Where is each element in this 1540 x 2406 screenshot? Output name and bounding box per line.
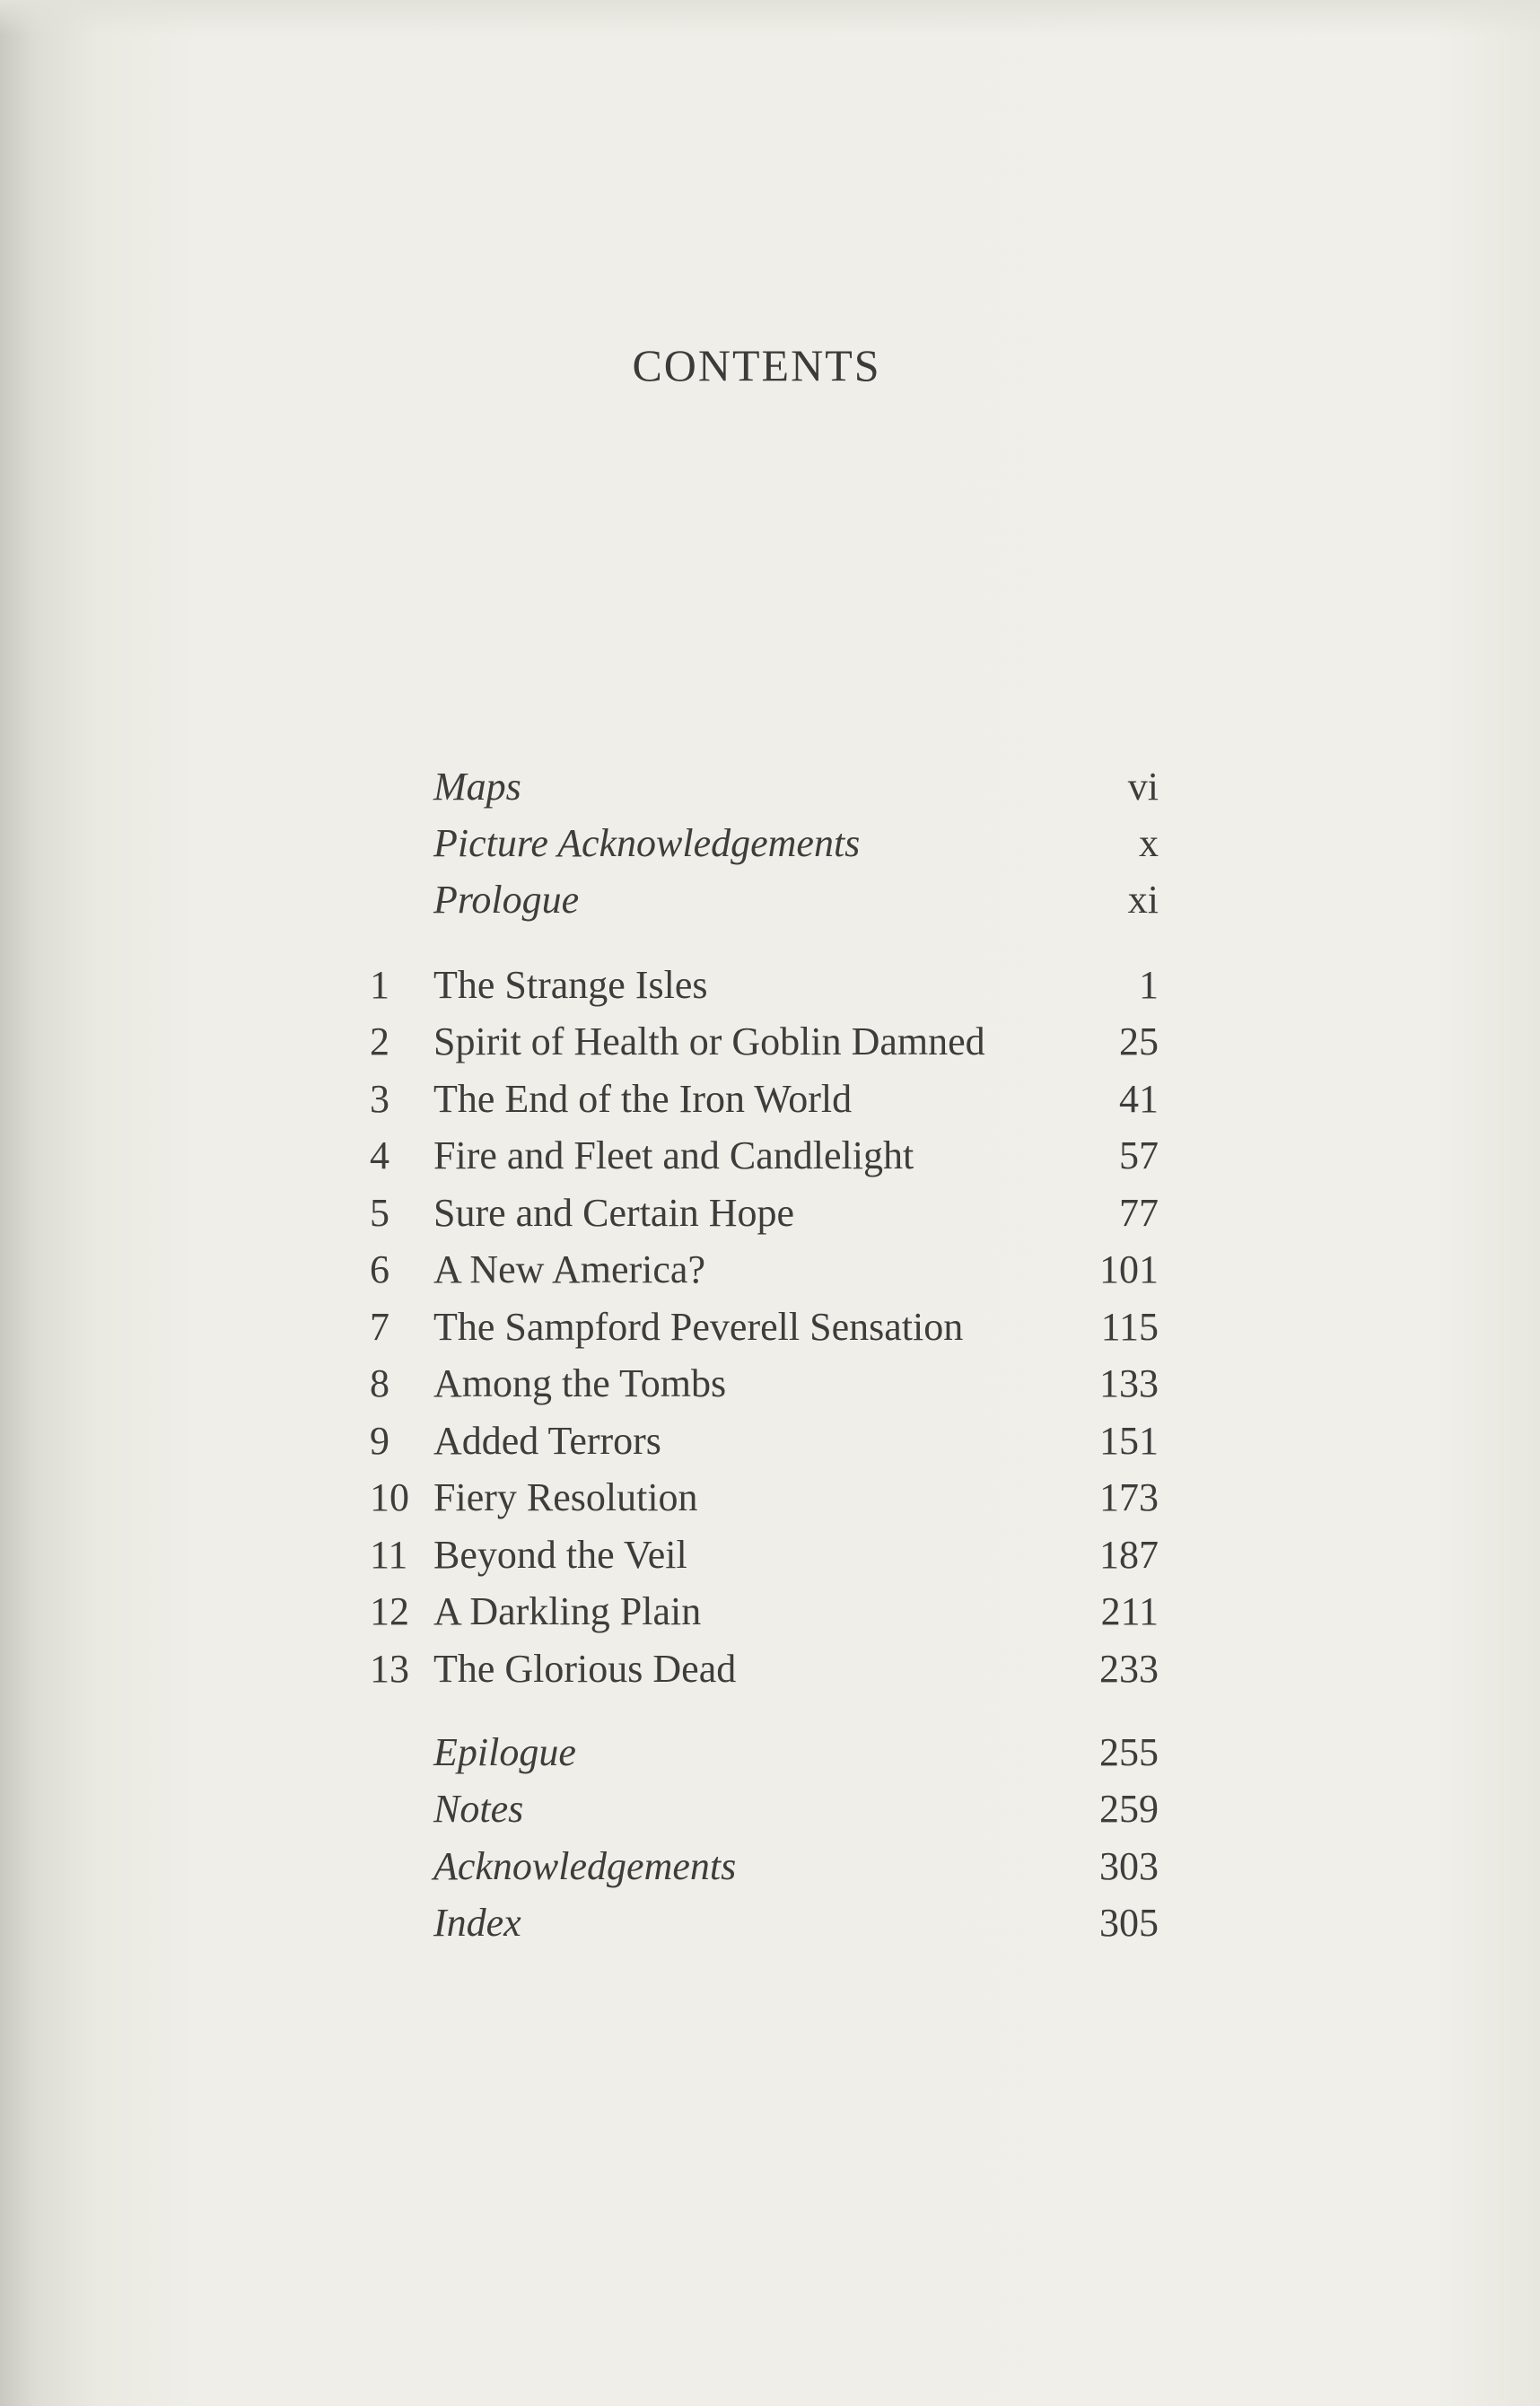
toc-entry-chapter-12 <box>359 1584 1167 1640</box>
chapter-number: 5 <box>370 1191 389 1235</box>
chapter-number: 11 <box>370 1533 408 1577</box>
entry-title: A Darkling Plain <box>433 1589 702 1633</box>
entry-page-number: x <box>1139 821 1159 865</box>
toc-entry-chapter-7 <box>359 1299 1167 1355</box>
chapter-number: 6 <box>370 1247 389 1291</box>
toc-entry-picture-acknowledgements <box>359 816 1167 871</box>
entry-page-number: 1 <box>1139 963 1159 1007</box>
entry-page-number: 57 <box>1119 1133 1159 1177</box>
entry-page-number: 77 <box>1119 1191 1159 1235</box>
entry-title: Acknowledgements <box>433 1844 737 1888</box>
entry-title: Notes <box>433 1787 524 1831</box>
toc-entry-index <box>359 1895 1167 1951</box>
toc-entry-chapter-10 <box>359 1470 1167 1526</box>
chapter-number: 12 <box>370 1589 409 1633</box>
entry-page-number: 255 <box>1099 1730 1159 1774</box>
entry-title: Among the Tombs <box>433 1361 727 1405</box>
chapter-number: 3 <box>370 1077 389 1121</box>
chapter-number: 7 <box>370 1305 389 1349</box>
entry-title: Spirit of Health or Goblin Damned <box>433 1019 985 1063</box>
page-title: CONTENTS <box>632 340 881 390</box>
toc-entry-chapter-4 <box>359 1128 1167 1184</box>
entry-title: Beyond the Veil <box>433 1533 687 1577</box>
entry-page-number: 151 <box>1099 1419 1159 1463</box>
entry-page-number: 101 <box>1099 1247 1159 1291</box>
toc-entry-chapter-11 <box>359 1527 1167 1583</box>
entry-title: Sure and Certain Hope <box>433 1191 794 1235</box>
toc-entry-notes <box>359 1781 1167 1837</box>
chapter-number: 10 <box>370 1475 409 1519</box>
toc-entry-chapter-3 <box>359 1072 1167 1127</box>
entry-page-number: 115 <box>1100 1305 1159 1349</box>
entry-page-number: 233 <box>1099 1647 1159 1691</box>
entry-title: Added Terrors <box>433 1419 661 1463</box>
entry-page-number: 305 <box>1099 1901 1159 1945</box>
entry-page-number: vi <box>1127 765 1159 809</box>
entry-page-number: 211 <box>1100 1589 1159 1633</box>
toc-entry-chapter-8 <box>359 1356 1167 1412</box>
entry-title: The Strange Isles <box>433 963 708 1007</box>
entry-page-number: 25 <box>1119 1019 1159 1063</box>
entry-page-number: 133 <box>1099 1361 1159 1405</box>
entry-title: Fire and Fleet and Candlelight <box>433 1133 914 1177</box>
chapter-number: 9 <box>370 1419 389 1463</box>
entry-page-number: xi <box>1127 878 1159 922</box>
entry-title: The Sampford Peverell Sensation <box>433 1305 964 1349</box>
entry-title: Maps <box>433 765 521 809</box>
entry-title: Epilogue <box>433 1730 576 1774</box>
chapter-number: 8 <box>370 1361 389 1405</box>
toc-entry-chapter-2 <box>359 1014 1167 1070</box>
chapter-number: 13 <box>370 1647 409 1691</box>
toc-entry-epilogue <box>359 1725 1167 1780</box>
entry-page-number: 173 <box>1099 1475 1159 1519</box>
entry-page-number: 259 <box>1099 1787 1159 1831</box>
toc-entry-maps <box>359 759 1167 815</box>
toc-entry-chapter-9 <box>359 1413 1167 1469</box>
entry-title: Prologue <box>433 878 580 922</box>
entry-title: The End of the Iron World <box>433 1077 853 1121</box>
chapter-number: 4 <box>370 1133 389 1177</box>
toc-entry-chapter-5 <box>359 1186 1167 1241</box>
toc-entry-chapter-6 <box>359 1242 1167 1298</box>
entry-page-number: 41 <box>1119 1077 1159 1121</box>
toc-entry-chapter-1 <box>359 958 1167 1013</box>
entry-page-number: 303 <box>1099 1844 1159 1888</box>
chapter-number: 2 <box>370 1019 389 1063</box>
toc-entry-prologue <box>359 872 1167 928</box>
chapter-number: 1 <box>370 963 389 1007</box>
toc-entry-chapter-13 <box>359 1641 1167 1697</box>
entry-title: A New America? <box>433 1247 705 1291</box>
entry-title: Picture Acknowledgements <box>433 821 861 865</box>
entry-title: Fiery Resolution <box>433 1475 698 1519</box>
toc-entry-acknowledgements <box>359 1839 1167 1894</box>
entry-title: The Glorious Dead <box>433 1647 737 1691</box>
entry-title: Index <box>433 1901 521 1945</box>
entry-page-number: 187 <box>1099 1533 1159 1577</box>
